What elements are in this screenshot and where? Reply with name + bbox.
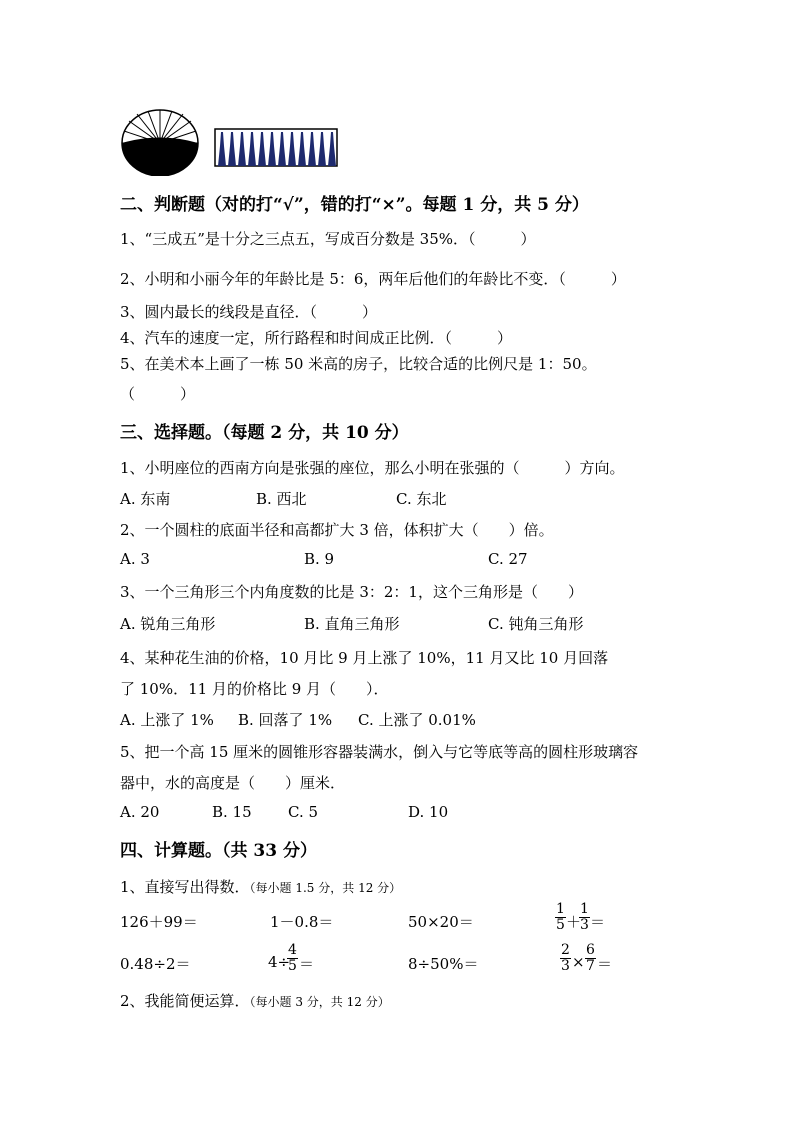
choice-q5-option-a[interactable]: A. 20 [120, 803, 160, 821]
calc-r2-c3: 8÷50%＝ [408, 955, 479, 973]
calc-r2-c1: 0.48÷2＝ [120, 955, 191, 973]
choice-q5-line1: 5、把一个高 15 厘米的圆锥形容器装满水，倒入与它等底等高的圆柱形玻璃容 [120, 743, 639, 761]
judge-item-4: 4、汽车的速度一定，所行路程和时间成正比例．（ ） [120, 329, 513, 347]
choice-q2-option-b[interactable]: B. 9 [304, 550, 335, 568]
calc-r1-c1: 126＋99＝ [120, 913, 198, 931]
choice-q3: 3、一个三角形三个内角度数的比是 3：2：1，这个三角形是（ ） [120, 583, 583, 601]
choice-q1-option-b[interactable]: B. 西北 [256, 490, 307, 508]
fraction-2-3: $\frac{2}{3}$ [561, 942, 570, 974]
choice-q5-option-d[interactable]: D. 10 [408, 803, 449, 821]
choice-q5-option-c[interactable]: C. 5 [288, 803, 319, 821]
calc-r1-c2: 1－0.8＝ [270, 913, 334, 931]
choice-q2-option-c[interactable]: C. 27 [488, 550, 528, 568]
calc-sub1-label [120, 876, 401, 897]
choice-q1-option-c[interactable]: C. 东北 [396, 490, 447, 508]
calc-sub2-title: 2、我能简便运算． [120, 992, 250, 1010]
calc-sub2-note: （每小题 3 分，共 12 分） [249, 995, 390, 1009]
choice-q4-line2: 了 10%．11 月的价格比 9 月（ ）． [120, 680, 389, 698]
calc-r1-c3: 50×20＝ [408, 913, 474, 931]
calc-sub1-title: 1、直接写出得数． [120, 878, 250, 896]
section-2-heading: 二、判断题（对的打“√”，错的打“×”。每题 1 分，共 5 分） [120, 195, 589, 215]
section-3-heading: 三、选择题。（每题 2 分，共 10 分） [120, 423, 409, 443]
fraction-6-7: $\frac{6}{7}$ [586, 942, 595, 974]
calc-sub1-note: （每小题 1.5 分，共 12 分） [249, 881, 402, 895]
choice-q2-option-a[interactable]: A. 3 [120, 550, 150, 568]
calc-sub2-label [120, 990, 390, 1011]
bottle-row-icon [214, 124, 338, 172]
choice-q4-option-b[interactable]: B. 回落了 1% [238, 711, 333, 729]
choice-q4-option-c[interactable]: C. 上涨了 0.01% [358, 711, 476, 729]
choice-q5-line2: 器中，水的高度是（ ）厘米． [120, 774, 346, 792]
divided-circle-icon [120, 106, 200, 180]
judge-item-2: 2、小明和小丽今年的年龄比是 5：6，两年后他们的年龄比不变．（ ） [120, 270, 626, 288]
section-4-heading: 四、计算题。（共 33 分） [120, 841, 317, 861]
choice-q1-option-a[interactable]: A. 东南 [120, 490, 171, 508]
fraction-1-3: $\frac{1}{3}$ [580, 901, 589, 933]
choice-q3-option-b[interactable]: B. 直角三角形 [304, 615, 400, 633]
fraction-4-5: $\frac{4}{5}$ [288, 942, 297, 974]
judge-item-5: 5、在美术本上画了一栋 50 米高的房子，比较合适的比例尺是 1：50。 [120, 355, 597, 373]
choice-q5-option-b[interactable]: B. 15 [212, 803, 252, 821]
choice-q3-option-c[interactable]: C. 钝角三角形 [488, 615, 584, 633]
choice-q4-option-a[interactable]: A. 上涨了 1% [120, 711, 214, 729]
choice-q4-line1: 4、某种花生油的价格，10 月比 9 月上涨了 10%，11 月又比 10 月回落 [120, 649, 609, 667]
choice-q1: 1、小明座位的西南方向是张强的座位，那么小明在张强的（ ）方向。 [120, 459, 625, 477]
fraction-1-5: $\frac{1}{5}$ [556, 901, 565, 933]
choice-q2: 2、一个圆柱的底面半径和高都扩大 3 倍，体积扩大（ ）倍。 [120, 521, 554, 539]
judge-item-5-blank[interactable]: （ ） [120, 385, 196, 403]
choice-q3-option-a[interactable]: A. 锐角三角形 [120, 615, 216, 633]
judge-item-1: 1、“三成五”是十分之三点五，写成百分数是 35%．（ ） [120, 230, 536, 248]
judge-item-3: 3、圆内最长的线段是直径．（ ） [120, 303, 378, 321]
